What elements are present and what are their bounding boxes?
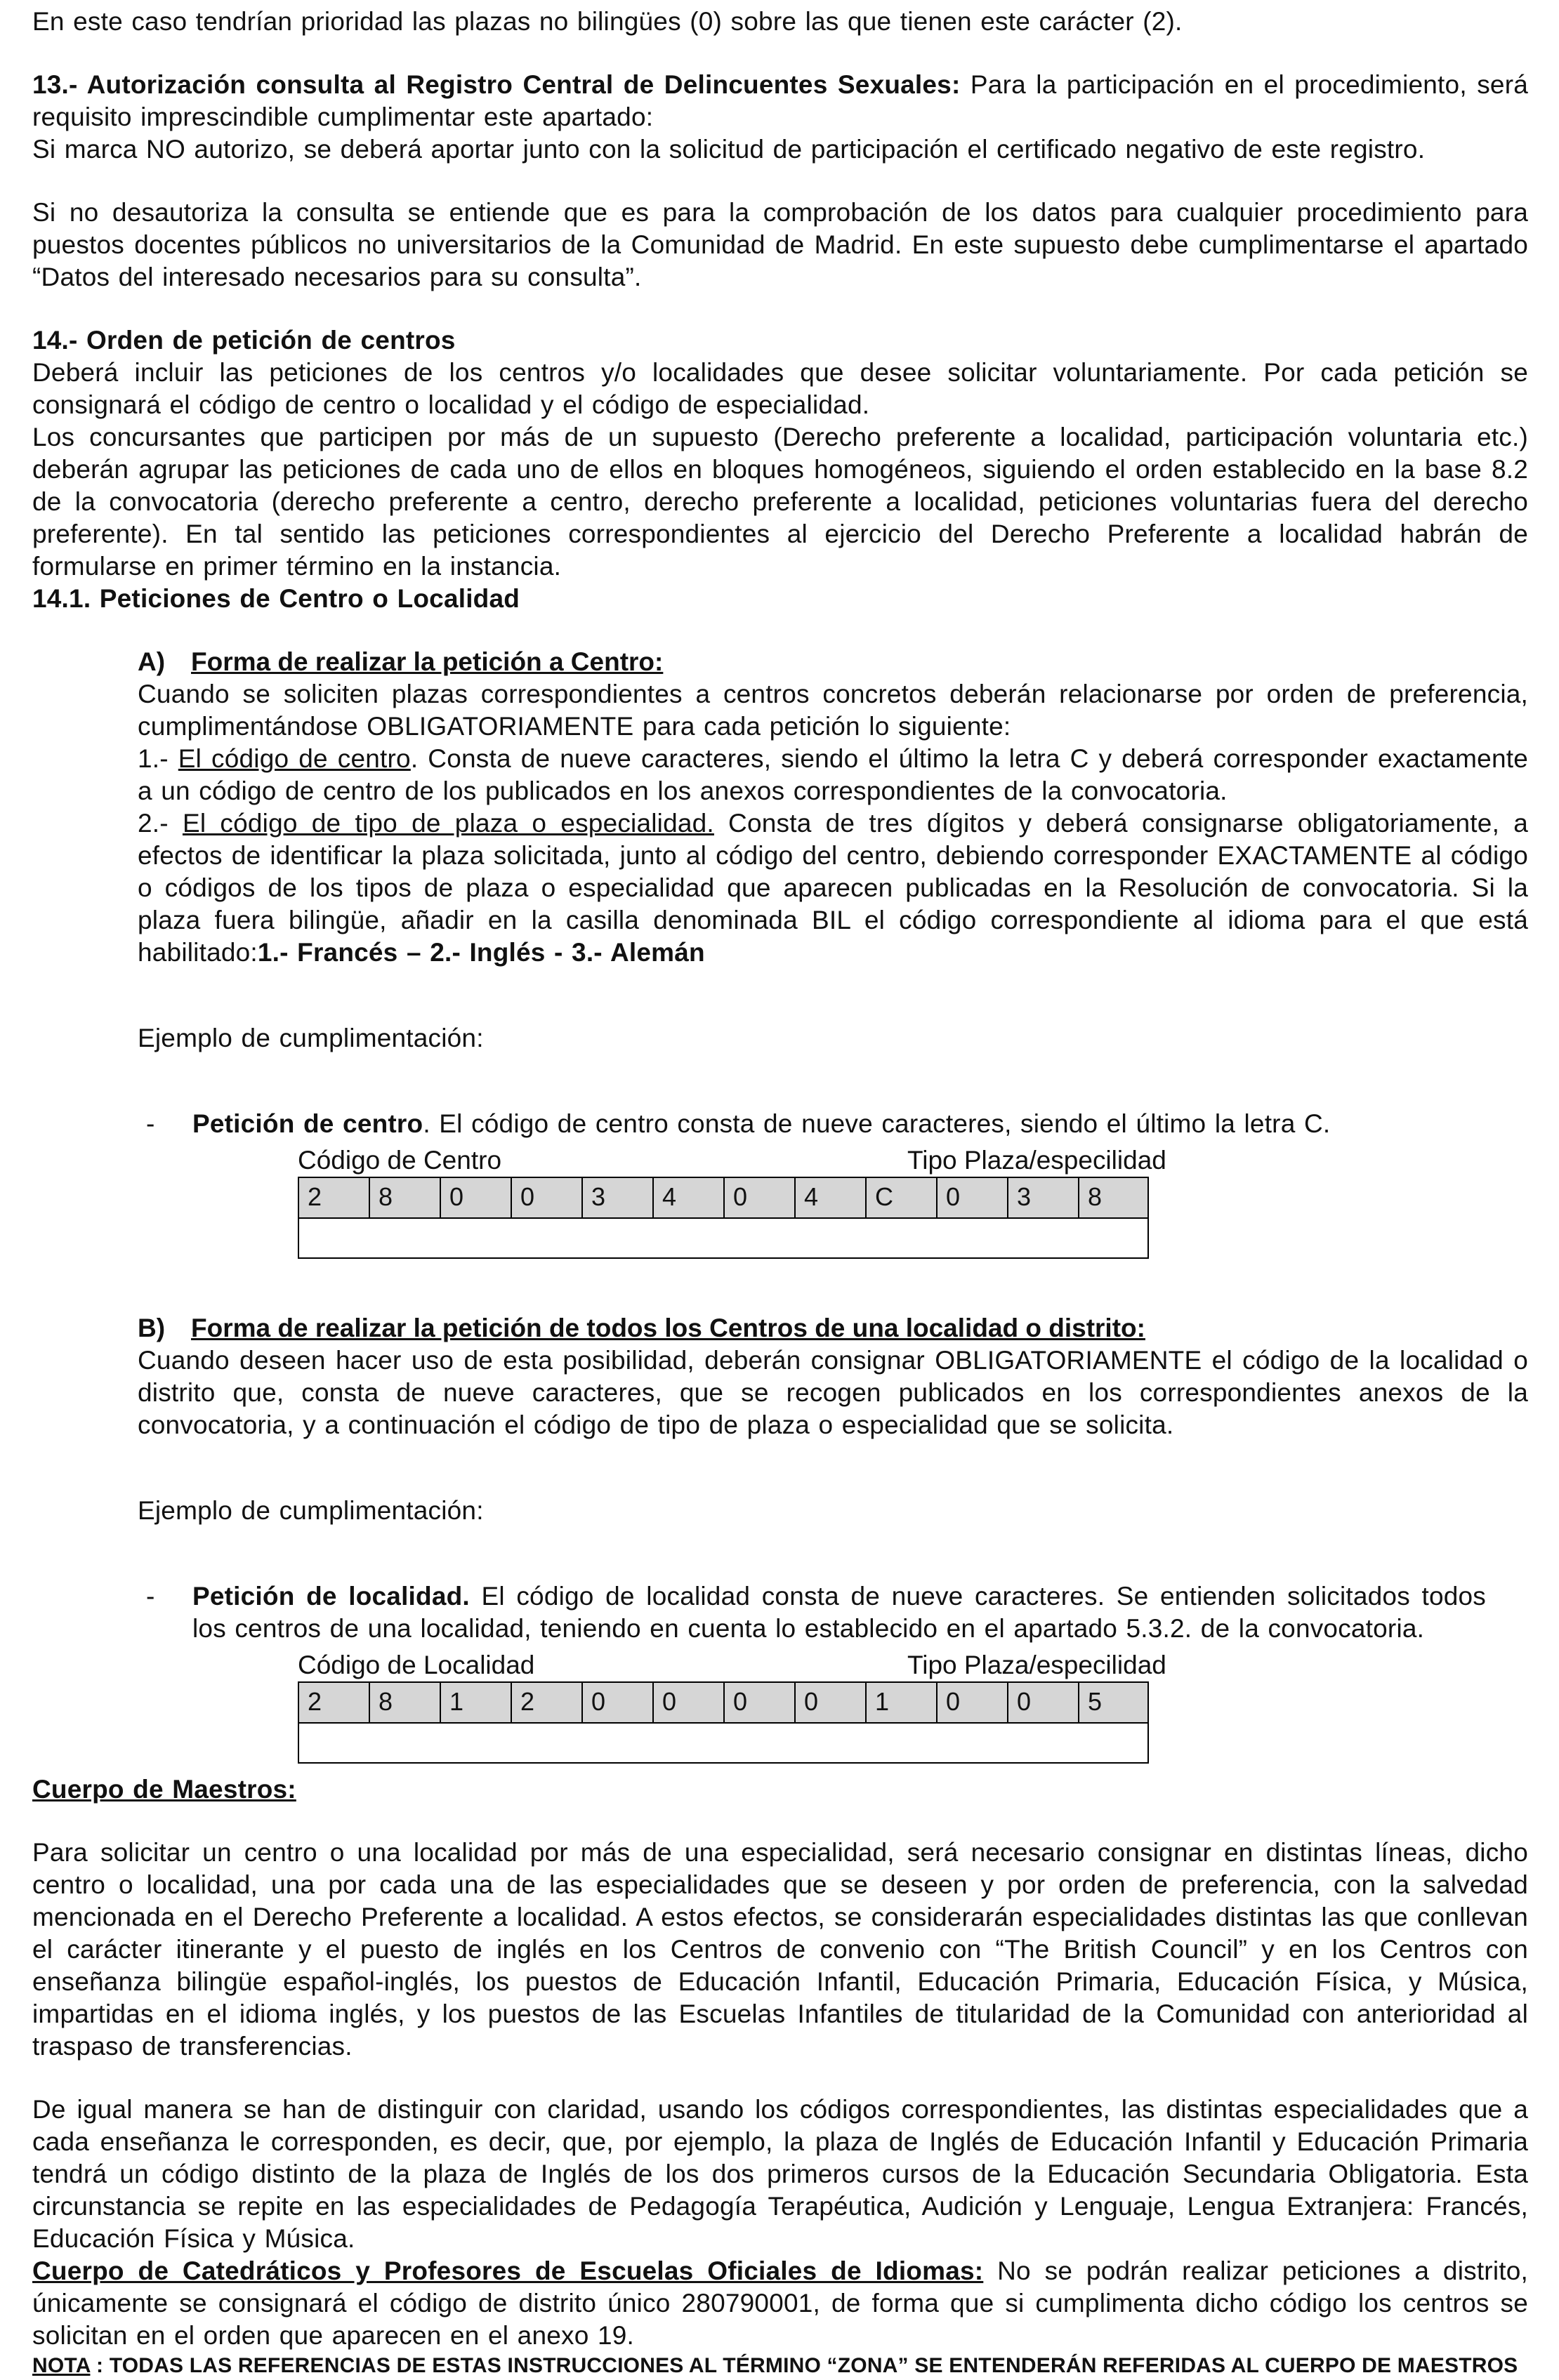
table-localidad-digit-row bbox=[298, 1681, 1149, 1724]
table-localidad bbox=[298, 1649, 1166, 1764]
paragraph-catedraticos-idiomas bbox=[32, 2255, 1528, 2352]
table-cell: 1 bbox=[440, 1681, 511, 1724]
text-segment: El código de tipo de plaza o especialidad. bbox=[182, 809, 714, 838]
text-segment: De igual manera se han de distinguir con claridad, usando los códigos correspondientes, las distintas especialidades que a cada enseñanza le corresponden, es decir, que, por ejemplo, la plaza de Inglés de Educación Infantil y Educación Primaria tendrá un código distinto de la plaza de Inglés de los dos primeros cursos de la Educación Secundaria Obligatoria. Esta circunstancia se repite en las especialidades de Pedagogía Terapéutica, Audición y Lenguaje, Lengua Extranjera: Francés, Educación Física y Música. bbox=[32, 2095, 1528, 2253]
example-label-localidad: Ejemplo de cumplimentación: bbox=[138, 1496, 484, 1525]
table-centro-labels bbox=[298, 1144, 1166, 1177]
heading-section-b bbox=[138, 1312, 1528, 1344]
table-cell: 0 bbox=[1007, 1681, 1078, 1724]
table-cell: 8 bbox=[369, 1177, 440, 1219]
table-localidad-labels bbox=[298, 1649, 1166, 1681]
table-localidad-right-label: Tipo Plaza/especilidad bbox=[907, 1651, 1166, 1679]
bullet-dash: - bbox=[146, 1582, 155, 1611]
bullet-peticion-localidad bbox=[146, 1580, 1486, 1645]
table-cell: 0 bbox=[511, 1177, 581, 1219]
table-cell: 2 bbox=[298, 1177, 369, 1219]
text-segment: : TODAS LAS REFERENCIAS DE ESTAS INSTRUCCIONES AL TÉRMINO “ZONA” SE ENTENDERÁN REFERIDAS AL CUERPO DE MAESTROS bbox=[90, 2354, 1518, 2377]
text-segment: Para la participación en el procedimiento, será requisito imprescindible cumplimentar este apartado: bbox=[32, 70, 1529, 131]
paragraph-14-concursantes bbox=[32, 421, 1528, 583]
bullet-peticion-localidad-text bbox=[192, 1580, 1486, 1645]
section-b-title: Forma de realizar la petición de todos los Centros de una localidad o distrito: bbox=[191, 1314, 1145, 1342]
paragraph-a-item1 bbox=[138, 743, 1528, 807]
text-segment: No se podrán realizar peticiones a distrito, únicamente se consignará el código de distrito único 280790001, de forma que si cumplimenta dicho código los centros se solicitan en el orden que aparecen en el anexo 19. bbox=[32, 2256, 1528, 2350]
table-localidad-empty-row bbox=[298, 1724, 1149, 1764]
paragraph-maestros-especialidades bbox=[32, 1837, 1528, 2063]
text-segment: 2.- bbox=[138, 809, 183, 838]
text-segment: . Consta de nueve caracteres, siendo el último la letra C y deberá corresponder exactamente a un código de centro de los publicados en los anexos correspondientes de la convocatoria. bbox=[138, 744, 1528, 805]
paragraph-13-consulta bbox=[32, 197, 1528, 293]
table-cell: 4 bbox=[652, 1177, 723, 1219]
text-segment: 1.- bbox=[138, 744, 178, 773]
table-centro-empty-row bbox=[298, 1219, 1149, 1259]
bullet-dash: - bbox=[146, 1109, 155, 1138]
table-cell: 3 bbox=[581, 1177, 652, 1219]
text-segment: El código de centro bbox=[178, 744, 411, 773]
text-segment: Cuerpo de Catedráticos y Profesores de Escuelas Oficiales de Idiomas: bbox=[32, 2256, 984, 2285]
text-segment: En este caso tendrían prioridad las plazas no bilingües (0) sobre las que tienen este carácter (2). bbox=[32, 7, 1183, 36]
example-label-centro: Ejemplo de cumplimentación: bbox=[138, 1024, 484, 1052]
text-segment: . El código de centro consta de nueve caracteres, siendo el último la letra C. bbox=[423, 1109, 1331, 1138]
paragraph-14-peticiones bbox=[32, 357, 1528, 421]
table-cell: 8 bbox=[1078, 1177, 1149, 1219]
text-segment: Si marca NO autorizo, se deberá aportar junto con la solicitud de participación el certificado negativo de este registro. bbox=[32, 135, 1426, 164]
section-b-label: B) bbox=[138, 1314, 166, 1342]
text-segment: NOTA bbox=[32, 2354, 91, 2377]
table-cell: 2 bbox=[511, 1681, 581, 1724]
text-segment: 14.1. Peticiones de Centro o Localidad bbox=[32, 584, 520, 613]
table-cell: 8 bbox=[369, 1681, 440, 1724]
table-cell: 0 bbox=[936, 1177, 1007, 1219]
table-localidad-left-label: Código de Localidad bbox=[298, 1651, 535, 1679]
heading-cuerpo-maestros bbox=[32, 1773, 1528, 1806]
paragraph-b-intro bbox=[138, 1344, 1528, 1441]
table-cell: 0 bbox=[723, 1177, 794, 1219]
heading-14-1 bbox=[32, 583, 1528, 615]
table-cell: C bbox=[865, 1177, 936, 1219]
text-segment: Deberá incluir las peticiones de los centros y/o localidades que desee solicitar voluntariamente. Por cada petición se consignará el código de centro o localidad y el código de especialidad. bbox=[32, 358, 1528, 419]
table-cell: 0 bbox=[723, 1681, 794, 1724]
cuerpo-maestros-title: Cuerpo de Maestros: bbox=[32, 1775, 296, 1804]
section-a-title: Forma de realizar la petición a Centro: bbox=[191, 647, 664, 676]
bullet-peticion-centro-text bbox=[192, 1108, 1486, 1140]
table-centro bbox=[298, 1144, 1166, 1259]
text-segment: Cuando deseen hacer uso de esta posibilidad, deberán consignar OBLIGATORIAMENTE el código de la localidad o distrito que, consta de nueve caracteres, que se recogen publicados en los correspondientes anexos de la convocatoria, y a continuación el código de tipo de plaza o especialidad que se solicita. bbox=[138, 1346, 1528, 1439]
text-segment: Cuando se soliciten plazas correspondientes a centros concretos deberán relacionarse por orden de preferencia, cumplimentándose OBLIGATORIAMENTE para cada petición lo siguiente: bbox=[138, 680, 1528, 741]
text-segment: El código de localidad consta de nueve caracteres. Se entienden solicitados todos los centros de una localidad, teniendo en cuenta lo establecido en el apartado 5.3.2. de la convocatoria. bbox=[192, 1582, 1486, 1643]
table-cell: 1 bbox=[865, 1681, 936, 1724]
table-cell: 0 bbox=[581, 1681, 652, 1724]
table-cell: 4 bbox=[794, 1177, 865, 1219]
paragraph-maestros-codigos bbox=[32, 2094, 1528, 2255]
paragraph-a-item2 bbox=[138, 807, 1528, 969]
heading-14 bbox=[32, 324, 1528, 357]
text-segment: Para solicitar un centro o una localidad por más de una especialidad, será necesario consignar en distintas líneas, dicho centro o localidad, una por cada una de las especialidades que se deseen y por orden de preferencia, con la salvedad mencionada en el Derecho Preferente a localidad. A estos efectos, se considerarán especialidades distintas las que conllevan el carácter itinerante y el puesto de inglés en los Centros de convenio con “The British Council” y en los Centros con enseñanza bilingüe español-inglés, los puestos de Educación Infantil, Educación Primaria, Educación Física, y Música, impartidas en el idioma inglés, y los puestos de las Escuelas Infantiles de titularidad de la Comunidad con anterioridad al traspaso de transferencias. bbox=[32, 1838, 1528, 2061]
section-b bbox=[138, 1312, 1528, 1441]
table-cell: 0 bbox=[652, 1681, 723, 1724]
table-cell: 0 bbox=[794, 1681, 865, 1724]
heading-section-a bbox=[138, 646, 1528, 678]
table-cell: 0 bbox=[440, 1177, 511, 1219]
section-a bbox=[138, 646, 1528, 969]
text-segment: Petición de centro bbox=[192, 1109, 423, 1138]
paragraph-a-intro bbox=[138, 678, 1528, 743]
table-cell: 3 bbox=[1007, 1177, 1078, 1219]
text-segment: Los concursantes que participen por más de un supuesto (Derecho preferente a localidad, participación voluntaria etc.) deberán agrupar las peticiones de cada uno de ellos en bloques homogéneos, siguiendo el orden establecido en la base 8.2 de la convocatoria (derecho preferente a centro, derecho preferente a localidad, peticiones voluntarias fuera del derecho preferente). En tal sentido las peticiones correspondientes al ejercicio del Derecho Preferente a localidad habrán de formularse en primer término en la instancia. bbox=[32, 423, 1528, 581]
bullet-peticion-centro bbox=[146, 1108, 1486, 1140]
text-segment: 1.- Francés – 2.- Inglés - 3.- Alemán bbox=[257, 938, 705, 967]
table-cell: 0 bbox=[936, 1681, 1007, 1724]
table-centro-left-label: Código de Centro bbox=[298, 1146, 502, 1175]
table-cell: 2 bbox=[298, 1681, 369, 1724]
paragraph-priority-note bbox=[32, 6, 1528, 38]
nota-footer bbox=[32, 2352, 1528, 2380]
table-cell: 5 bbox=[1078, 1681, 1149, 1724]
text-segment: 14.- Orden de petición de centros bbox=[32, 326, 456, 355]
paragraph-13-intro bbox=[32, 69, 1528, 133]
text-segment: Si no desautoriza la consulta se entiende que es para la comprobación de los datos para cualquier procedimiento para puestos docentes públicos no universitarios de la Comunidad de Madrid. En este supuesto debe cumplimentarse el apartado “Datos del interesado necesarios para su consulta”. bbox=[32, 198, 1528, 291]
table-centro-right-label: Tipo Plaza/especilidad bbox=[907, 1146, 1166, 1175]
text-segment: 13.- Autorización consulta al Registro Central de Delincuentes Sexuales: bbox=[32, 70, 971, 99]
table-centro-digit-row bbox=[298, 1177, 1149, 1219]
text-segment: Consta de tres dígitos y deberá consignarse obligatoriamente, a efectos de identificar la plaza solicitada, junto al código del centro, debiendo corresponder EXACTAMENTE al código o códigos de los tipos de plaza o especialidad que aparecen publicadas en la Resolución de convocatoria. Si la plaza fuera bilingüe, añadir en la casilla denominada BIL el código correspondiente al idioma para el que está habilitado: bbox=[138, 809, 1528, 967]
text-segment: Petición de localidad. bbox=[192, 1582, 470, 1611]
paragraph-13-no-autorizo bbox=[32, 133, 1528, 166]
section-a-label: A) bbox=[138, 647, 166, 676]
